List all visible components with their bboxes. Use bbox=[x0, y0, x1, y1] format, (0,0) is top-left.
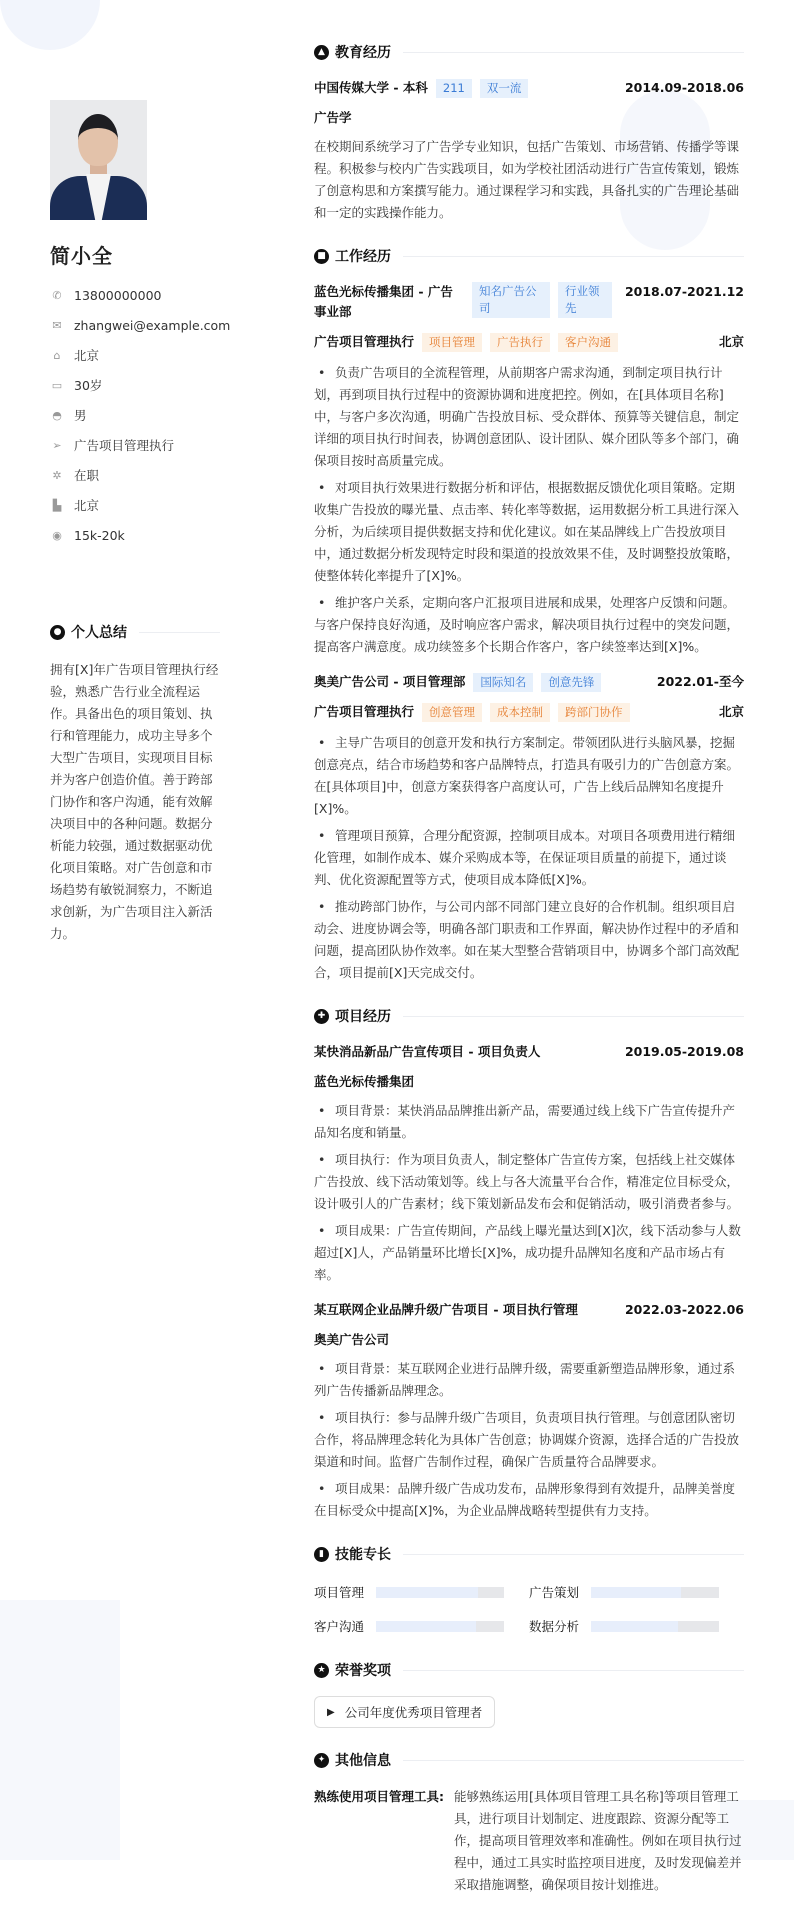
section-title: 荣誉奖项 bbox=[335, 1663, 391, 1679]
user-icon: ● bbox=[50, 625, 65, 640]
skill-item bbox=[314, 1580, 529, 1604]
city: 北京 bbox=[718, 704, 744, 719]
home-icon: ⌂ bbox=[53, 348, 61, 362]
skill-bar bbox=[376, 1621, 504, 1632]
project-header bbox=[314, 1300, 744, 1320]
date: 2019.05-2019.08 bbox=[624, 1044, 744, 1059]
other-heading bbox=[314, 1750, 744, 1770]
other-text: 能够熟练运用[具体项目管理工具名称]等项目管理工具，进行项目计划制定、进度跟踪、资源分配等工作，提高项目管理效率和准确性。例如在项目执行过程中，通过工具实时监控项目进度，及时发现偏差并采取措施调整，确保项目按计划推进。 bbox=[454, 1789, 742, 1892]
bullet: • 项目成果：广告宣传期间，产品线上曝光量达到[X]次，线下活动参与人数超过[X]人，产品销量环比增长[X]%，成功提升品牌知名度和产品市场占有率。 bbox=[314, 1220, 744, 1286]
candidate-name: 简小全 bbox=[50, 244, 113, 268]
contact-text: 13800000000 bbox=[74, 287, 162, 303]
award-icon: ★ bbox=[314, 1663, 329, 1678]
contact-text: zhangwei@example.com bbox=[74, 317, 231, 333]
cake-icon: ▭ bbox=[51, 378, 63, 392]
skills-grid bbox=[314, 1580, 744, 1638]
school-name: 中国传媒大学 - 本科 bbox=[314, 80, 428, 95]
role: 广告项目管理执行 bbox=[314, 334, 415, 349]
skills-heading bbox=[314, 1544, 744, 1564]
avatar-photo bbox=[50, 100, 147, 220]
skill-item bbox=[529, 1614, 744, 1638]
contact-text: 15k-20k bbox=[74, 527, 125, 543]
date: 2022.03-2022.06 bbox=[624, 1302, 744, 1317]
skill-tag: 创意管理 bbox=[422, 703, 482, 722]
grid-icon: ✚ bbox=[314, 1009, 329, 1024]
bullet: • 负责广告项目的全流程管理，从前期客户需求沟通，到制定项目执行计划，再到项目执行过程中的资源协调和进度把控。例如，在[具体项目名称]中，与客户多次沟通，明确广告投放目标、受众群体、预算等关键信息，制定详细的项目执行时间表，协调创意团队、设计团队、媒介团队等多个部门，确保项目按时高质量完成。 bbox=[314, 362, 744, 472]
section-title: 工作经历 bbox=[335, 249, 391, 265]
status-icon: ✲ bbox=[52, 468, 62, 482]
section-title: 技能专长 bbox=[335, 1547, 391, 1563]
company-name: 蓝色光标传播集团 - 广告事业部 bbox=[314, 284, 453, 319]
education-section bbox=[314, 42, 744, 224]
company-name: 奥美广告公司 - 项目管理部 bbox=[314, 674, 466, 689]
project-org: 蓝色光标传播集团 bbox=[314, 1074, 415, 1089]
summary-heading bbox=[50, 622, 220, 642]
section-title: 其他信息 bbox=[335, 1753, 391, 1769]
main-content bbox=[314, 42, 744, 1918]
other-section bbox=[314, 1750, 744, 1896]
project-name: 某快消品新品广告宣传项目 - 项目负责人 bbox=[314, 1044, 541, 1059]
tag: 国际知名 bbox=[473, 673, 533, 692]
contact-salary bbox=[50, 520, 240, 550]
briefcase-icon: ■ bbox=[314, 249, 329, 264]
date: 2014.09-2018.06 bbox=[624, 80, 744, 95]
bullet: • 项目执行：作为项目负责人，制定整体广告宣传方案，包括线上社交媒体广告投放、线下活动策划等。线上与各大流量平台合作，精准定位目标受众，设计吸引人的广告素材；线下策划新品发布会和促销活动，吸引消费者参与。 bbox=[314, 1149, 744, 1215]
bullet: • 推动跨部门协作，与公司内部不同部门建立良好的合作机制。组织项目启动会、进度协调会等，明确各部门职责和工作界面，解决协作过程中的矛盾和问题，提高团队协作效率。如在某大型整合营销项目中，协调多个部门高效配合，项目提前[X]天完成交付。 bbox=[314, 896, 744, 984]
bullet: • 项目背景：某快消品品牌推出新产品，需要通过线上线下广告宣传提升产品知名度和销量。 bbox=[314, 1100, 744, 1144]
gender-icon: ◓ bbox=[52, 408, 62, 422]
bg-decoration bbox=[0, 1600, 120, 1860]
contact-text: 北京 bbox=[74, 498, 100, 513]
skill-bar-fill bbox=[591, 1621, 678, 1632]
job-header bbox=[314, 282, 744, 322]
education-row bbox=[314, 78, 744, 98]
project-name: 某互联网企业品牌升级广告项目 - 项目执行管理 bbox=[314, 1302, 578, 1317]
skill-name: 项目管理 bbox=[314, 1585, 365, 1600]
section-title: 个人总结 bbox=[71, 625, 127, 641]
job-role-row bbox=[314, 332, 744, 352]
contact-text: 在职 bbox=[74, 468, 100, 483]
bullet: • 项目背景：某互联网企业进行品牌升级，需要重新塑造品牌形象，通过系列广告传播新品牌理念。 bbox=[314, 1358, 744, 1402]
skill-tag: 广告执行 bbox=[490, 333, 550, 352]
projects-heading bbox=[314, 1006, 744, 1026]
project-bullets bbox=[314, 1100, 744, 1286]
contact-text: 男 bbox=[74, 408, 87, 423]
contact-text: 北京 bbox=[74, 348, 100, 363]
project-header bbox=[314, 1042, 744, 1062]
contact-status bbox=[50, 460, 240, 490]
graduation-cap-icon: ▲ bbox=[314, 45, 329, 60]
projects-section bbox=[314, 1006, 744, 1522]
tag: 行业领先 bbox=[558, 282, 612, 318]
other-label: 熟练使用项目管理工具: bbox=[314, 1789, 444, 1804]
contact-list bbox=[50, 280, 240, 550]
contact-age bbox=[50, 370, 240, 400]
bullet: • 项目执行：参与品牌升级广告项目，负责项目执行管理。与创意团队密切合作，将品牌理念转化为具体广告创意；协调媒介资源，选择合适的广告投放渠道和时间。监督广告制作过程，确保广告质量符合品牌要求。 bbox=[314, 1407, 744, 1473]
bullet: • 对项目执行效果进行数据分析和评估，根据数据反馈优化项目策略。定期收集广告投放的曝光量、点击率、转化率等数据，运用数据分析工具进行深入分析，为后续项目提供数据支持和优化建议。如在某品牌线上广告投放项目中，通过数据分析发现特定时段和渠道的投放效果不佳，及时调整投放策略，使整体转化率提升了[X]%。 bbox=[314, 477, 744, 587]
skill-bar bbox=[376, 1587, 504, 1598]
bullet: • 主导广告项目的创意开发和执行方案制定。带领团队进行头脑风暴，挖掘创意亮点，结合市场趋势和客户品牌特点，打造具有吸引力的广告创意方案。在[具体项目]中，创意方案获得客户高度认可，广告上线后品牌知名度提升[X]%。 bbox=[314, 732, 744, 820]
bullet: • 管理项目预算，合理分配资源，控制项目成本。对项目各项费用进行精细化管理，如制作成本、媒介采购成本等，在保证项目质量的前提下，通过谈判、优化资源配置等方式，使项目成本降低[X]%。 bbox=[314, 825, 744, 891]
skill-bar-fill bbox=[376, 1621, 476, 1632]
contact-text: 30岁 bbox=[74, 378, 103, 393]
role: 广告项目管理执行 bbox=[314, 704, 415, 719]
skill-bar bbox=[591, 1621, 719, 1632]
job-bullets bbox=[314, 732, 744, 984]
job-bullets bbox=[314, 362, 744, 658]
skill-tag: 客户沟通 bbox=[558, 333, 618, 352]
other-row bbox=[314, 1786, 744, 1896]
skill-item bbox=[529, 1580, 744, 1604]
work-section bbox=[314, 246, 744, 984]
major: 广告学 bbox=[314, 110, 352, 125]
skill-tag: 成本控制 bbox=[490, 703, 550, 722]
skill-bar-fill bbox=[376, 1587, 478, 1598]
contact-city bbox=[50, 490, 240, 520]
section-title: 教育经历 bbox=[335, 45, 391, 61]
skill-name: 客户沟通 bbox=[314, 1619, 365, 1634]
bullet: • 维护客户关系，定期向客户汇报项目进展和成果，处理客户反馈和问题。与客户保持良好沟通，及时响应客户需求，解决项目执行过程中的突发问题，提高客户满意度。成功续签多个长期合作客户，客户续签率达到[X]%。 bbox=[314, 592, 744, 658]
section-title: 项目经历 bbox=[335, 1009, 391, 1025]
award-item[interactable] bbox=[314, 1696, 495, 1728]
work-heading bbox=[314, 246, 744, 266]
award-text: 公司年度优秀项目管理者 bbox=[344, 1705, 483, 1720]
education-heading bbox=[314, 42, 744, 62]
skill-bar-fill bbox=[591, 1587, 681, 1598]
tag: 双一流 bbox=[480, 79, 529, 98]
mail-icon: ✉ bbox=[52, 318, 62, 332]
job-role-row bbox=[314, 702, 744, 722]
summary-text: 拥有[X]年广告项目管理执行经验，熟悉广告行业全流程运作。具备出色的项目策划、执行和管理能力，成功主导多个大型广告项目，实现项目目标并为客户创造价值。善于跨部门协作和客户沟通，能有效解决项目中的各种问题。数据分析能力较强，通过数据驱动优化项目策略。对广告创意和市场趋势有敏锐洞察力，不断追求创新，为广告项目注入新活力。 bbox=[50, 662, 219, 941]
contact-gender bbox=[50, 400, 240, 430]
contact-home bbox=[50, 340, 240, 370]
education-text: 在校期间系统学习了广告学专业知识，包括广告策划、市场营销、传播学等课程。积极参与校内广告实践项目，如为学校社团活动进行广告宣传策划，锻炼了创意构思和方案撰写能力。通过课程学习和实践，具备扎实的广告理论基础和一定的实践操作能力。 bbox=[314, 139, 740, 220]
tag: 创意先锋 bbox=[541, 673, 601, 692]
bullet: • 项目成果：品牌升级广告成功发布，品牌形象得到有效提升，品牌美誉度在目标受众中提高[X]%，为企业品牌战略转型提供有力支持。 bbox=[314, 1478, 744, 1522]
skill-name: 数据分析 bbox=[529, 1619, 580, 1634]
date: 2022.01-至今 bbox=[656, 674, 744, 689]
skill-item bbox=[314, 1614, 529, 1638]
send-icon: ➢ bbox=[52, 438, 62, 452]
tag: 211 bbox=[436, 79, 472, 98]
awards-heading bbox=[314, 1660, 744, 1680]
award-list bbox=[314, 1696, 744, 1728]
city: 北京 bbox=[718, 334, 744, 349]
salary-icon: ◉ bbox=[52, 528, 62, 542]
project-bullets bbox=[314, 1358, 744, 1522]
triangle-right-icon: ▶ bbox=[327, 1706, 335, 1718]
building-icon: ▙ bbox=[52, 498, 62, 512]
job-header bbox=[314, 672, 744, 692]
awards-section bbox=[314, 1660, 744, 1728]
skill-tag: 项目管理 bbox=[422, 333, 482, 352]
skill-name: 广告策划 bbox=[529, 1585, 580, 1600]
date: 2018.07-2021.12 bbox=[624, 284, 744, 299]
skill-bar bbox=[591, 1587, 719, 1598]
skills-section bbox=[314, 1544, 744, 1638]
bar-chart-icon: ▮ bbox=[314, 1547, 329, 1562]
contact-text: 广告项目管理执行 bbox=[74, 438, 175, 453]
contact-phone bbox=[50, 280, 240, 310]
tag: 知名广告公司 bbox=[472, 282, 550, 318]
contact-position bbox=[50, 430, 240, 460]
bg-decoration bbox=[0, 0, 100, 50]
project-org: 奥美广告公司 bbox=[314, 1332, 390, 1347]
skill-tag: 跨部门协作 bbox=[558, 703, 630, 722]
contact-email bbox=[50, 310, 240, 340]
phone-icon: ✆ bbox=[52, 288, 62, 302]
star-icon: ✦ bbox=[314, 1753, 329, 1768]
